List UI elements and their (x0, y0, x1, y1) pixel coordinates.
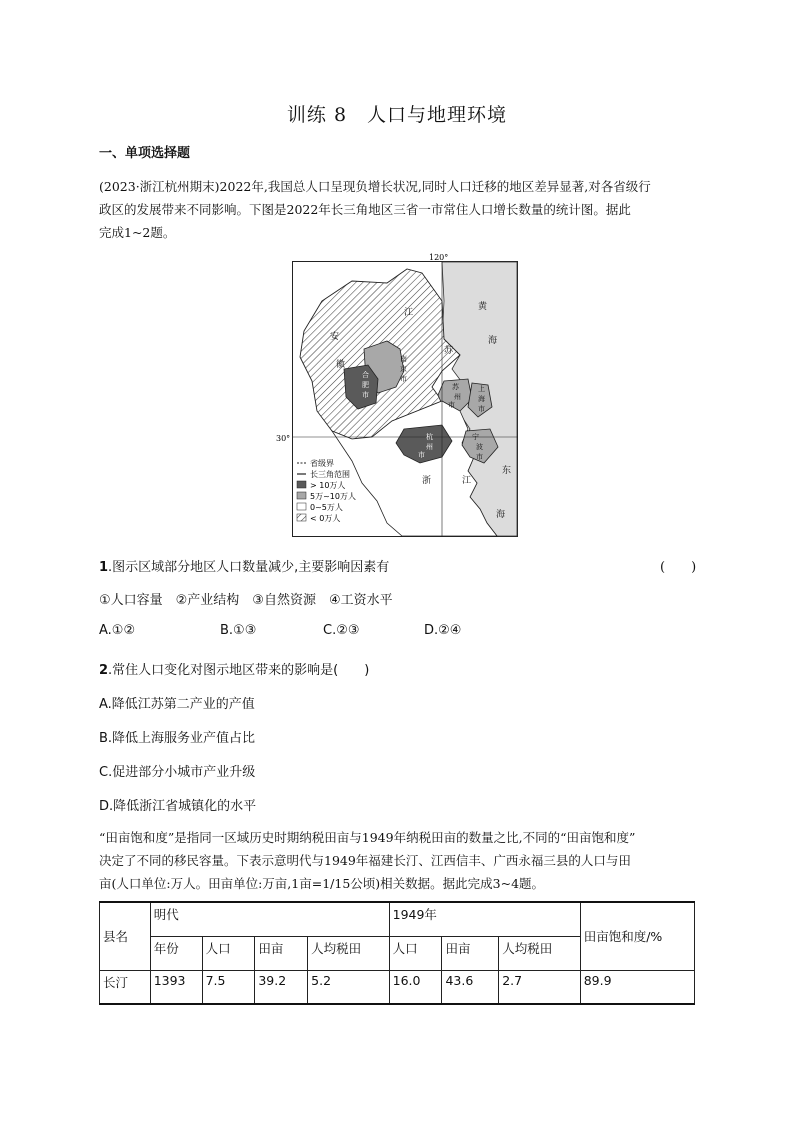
map-label: 市 (478, 405, 485, 413)
page-title: 训练 8 人口与地理环境 (286, 104, 508, 126)
question-1-factors: ①人口容量 ②产业结构 ③自然资源 ④工资水平 (99, 593, 393, 608)
header-pop: 人口 (202, 936, 255, 970)
legend-item: 省级界 (310, 459, 334, 468)
cell: 16.0 (389, 970, 442, 1004)
header-per-1949: 人均税田 (499, 936, 580, 970)
map-label: 市 (400, 375, 407, 383)
map-label: 苏 (452, 383, 459, 391)
legend-blank-swatch (297, 503, 306, 510)
intro-paragraph-2 (99, 826, 697, 895)
legend-dark-swatch (297, 481, 306, 488)
question-text: .常住人口变化对图示地区带来的影响是( ) (108, 663, 370, 678)
header-pop-1949: 人口 (389, 936, 442, 970)
intro2-line: 决定了不同的移民容量。下表示意明代与1949年福建长汀、江西信丰、广西永福三县的人口与田 (99, 853, 631, 868)
table-row (100, 970, 695, 1004)
legend-item: > 10万人 (310, 481, 346, 490)
legend-item: 0~5万人 (310, 503, 343, 512)
section-heading: 一、单项选择题 (99, 146, 191, 161)
map-label: 州 (426, 443, 433, 451)
header-per: 人均税田 (308, 936, 389, 970)
intro1-line: 政区的发展带来不同影响。下图是2022年长三角地区三省一市常住人口增长数量的统计图。据此 (99, 202, 631, 217)
question-2 (99, 659, 369, 678)
intro1-line: 完成1~2题。 (99, 225, 176, 240)
option-b[interactable]: B.①③ (220, 623, 257, 638)
intro2-line: “田亩饱和度”是指同一区域历史时期纳税田亩与1949年纳税田亩的数量之比,不同的“田亩饱和度” (99, 830, 636, 845)
map-label: 南 (400, 355, 407, 363)
cell: 39.2 (255, 970, 308, 1004)
map-label: 杭 (426, 433, 433, 441)
option-d[interactable]: D.②④ (424, 623, 462, 638)
map-label: 市 (418, 451, 425, 459)
header-saturation: 田亩饱和度/% (580, 902, 694, 970)
header-ming: 明代 (150, 902, 389, 936)
cell: 7.5 (202, 970, 255, 1004)
map-label: 徽 (336, 360, 346, 370)
map-label: 海 (478, 395, 485, 403)
population-growth-map (276, 253, 518, 537)
option-d[interactable]: D.降低浙江省城镇化的水平 (99, 799, 257, 814)
map-label: 东 (502, 466, 512, 476)
legend-mid-swatch (297, 492, 306, 499)
intro-paragraph-1 (99, 175, 697, 244)
map-label: 江 (462, 476, 472, 486)
header-1949: 1949年 (389, 902, 580, 936)
intro1-line: (2023·浙江杭州期末)2022年,我国总人口呈现负增长状况,同时人口迁移的地区差异显著,对各省级行 (99, 179, 651, 194)
cell: 1393 (150, 970, 202, 1004)
longitude-label: 120° (429, 253, 449, 262)
cell: 长汀 (100, 970, 151, 1004)
legend-item: < 0万人 (310, 514, 341, 523)
header-land-1949: 田亩 (442, 936, 499, 970)
header-year: 年份 (150, 936, 202, 970)
question-number: 2 (99, 663, 109, 678)
cell: 89.9 (580, 970, 694, 1004)
map-label: 市 (362, 391, 369, 399)
option-a[interactable]: A.降低江苏第二产业的产值 (99, 697, 255, 712)
map-label: 市 (448, 401, 455, 409)
map-label: 波 (476, 443, 483, 451)
cell: 5.2 (308, 970, 389, 1004)
map-label: 安 (330, 332, 340, 342)
option-c[interactable]: C.②③ (323, 623, 360, 638)
map-label: 市 (476, 453, 483, 461)
map-label: 黄 (478, 302, 488, 312)
option-a[interactable]: A.①② (99, 623, 136, 638)
map-label: 肥 (362, 381, 369, 389)
cell: 43.6 (442, 970, 499, 1004)
map-label: 浙 (422, 476, 432, 486)
answer-blank: ( ) (660, 560, 697, 575)
latitude-label: 30° (276, 434, 291, 443)
map-label: 苏 (444, 346, 454, 356)
option-c[interactable]: C.促进部分小城市产业升级 (99, 765, 256, 780)
question-number: 1 (99, 560, 109, 575)
map-label: 京 (400, 365, 407, 373)
question-text: .图示区域部分地区人口数量减少,主要影响因素有 (108, 560, 390, 575)
map-label: 上 (478, 385, 485, 393)
cell: 2.7 (499, 970, 580, 1004)
data-table (99, 901, 695, 1005)
question-1 (99, 556, 389, 575)
legend-hatch-swatch (297, 514, 306, 521)
map-label: 海 (488, 336, 498, 346)
map-label: 合 (362, 371, 369, 379)
map-label: 海 (496, 510, 506, 520)
intro2-line: 亩(人口单位:万人。田亩单位:万亩,1亩=1/15公顷)相关数据。据此完成3~4题。 (99, 876, 545, 891)
header-land: 田亩 (255, 936, 308, 970)
header-county: 县名 (100, 902, 151, 970)
legend-item: 长三角范围 (310, 470, 350, 479)
option-b[interactable]: B.降低上海服务业产值占比 (99, 731, 256, 746)
map-label: 江 (404, 308, 414, 318)
map-label: 州 (454, 393, 461, 401)
legend-item: 5万~10万人 (310, 492, 356, 501)
map-label: 宁 (472, 433, 479, 441)
